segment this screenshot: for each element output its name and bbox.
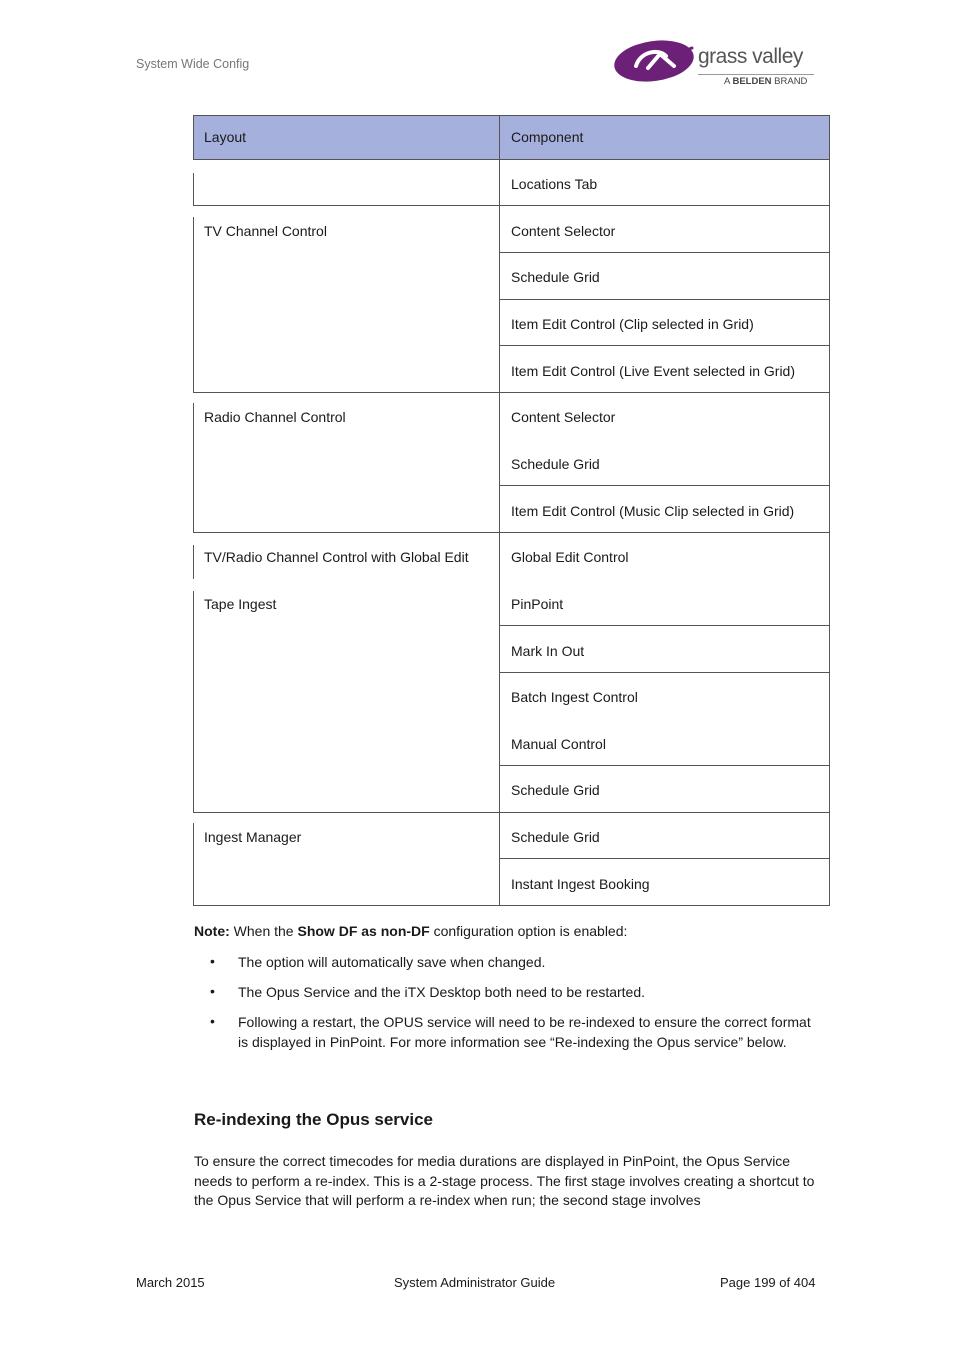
component-cell: Item Edit Control (Clip selected in Grid) <box>511 316 754 332</box>
section-paragraph: To ensure the correct timecodes for media durations are displayed in PinPoint, the Opus Service needs to perform a re-index. This is a 2-stage process. The first stage involves creating a shortcut to the Opus Service that will perform a re-index when run; the second stage involves <box>194 1153 815 1209</box>
row-divider <box>499 299 830 300</box>
row-divider <box>499 672 830 673</box>
row-divider <box>193 812 830 813</box>
footer-title: System Administrator Guide <box>394 1275 556 1290</box>
header-layout: Layout <box>204 129 247 145</box>
layout-component-table <box>193 115 830 906</box>
left-border-seg <box>193 591 194 813</box>
component-cell: Instant Ingest Booking <box>511 876 650 892</box>
component-cell: Schedule Grid <box>511 829 600 845</box>
component-cell: Batch Ingest Control <box>511 689 638 705</box>
row-divider <box>499 765 830 766</box>
header-component: Component <box>511 129 584 145</box>
grass-valley-logo <box>614 36 819 88</box>
left-border-seg <box>193 545 194 579</box>
component-cell: Mark In Out <box>511 643 585 659</box>
layout-cell: Radio Channel Control <box>204 409 346 425</box>
left-border-seg <box>193 115 194 160</box>
row-divider <box>499 858 830 859</box>
table-column-divider <box>499 115 500 906</box>
bullet-item: Following a restart, the OPUS service will need to be re-indexed to ensure the correct format is displayed in PinPoint. For more information see “Re-indexing the Opus service” below. <box>238 1014 811 1050</box>
note-option-name: Show DF as non-DF <box>297 923 430 939</box>
logo-swoosh-icon <box>614 36 698 86</box>
footer-date: March 2015 <box>136 1275 205 1290</box>
component-cell: Schedule Grid <box>511 269 600 285</box>
table-border-bottom <box>193 905 830 906</box>
row-divider <box>499 252 830 253</box>
logo-wordmark: grass valley <box>698 45 803 68</box>
bullet-icon: • <box>210 953 215 969</box>
row-divider <box>193 392 830 393</box>
component-cell: Schedule Grid <box>511 456 600 472</box>
component-cell: Content Selector <box>511 223 616 239</box>
table-border-right <box>829 115 830 906</box>
row-divider <box>193 159 830 160</box>
bullet-icon: • <box>210 1013 215 1029</box>
note-paragraph <box>194 923 627 939</box>
bullet-item: The option will automatically save when changed. <box>238 954 546 970</box>
bullet-icon: • <box>210 983 215 999</box>
table-border-top <box>193 115 830 116</box>
layout-cell: TV Channel Control <box>204 223 327 239</box>
component-cell: PinPoint <box>511 596 564 612</box>
logo-divider <box>698 74 814 75</box>
layout-cell: TV/Radio Channel Control with Global Edit <box>204 549 469 565</box>
layout-cell: Ingest Manager <box>204 829 302 845</box>
component-cell: Manual Control <box>511 736 606 752</box>
note-text-2: configuration option is enabled: <box>429 923 628 939</box>
left-border-seg <box>193 823 194 906</box>
component-cell: Schedule Grid <box>511 782 600 798</box>
component-cell: Global Edit Control <box>511 549 629 565</box>
logo-brand-suffix: BRAND <box>774 76 808 87</box>
row-divider <box>499 625 830 626</box>
section-heading: Re-indexing the Opus service <box>194 1110 434 1129</box>
component-cell: Item Edit Control (Live Event selected in Grid) <box>511 363 796 379</box>
layout-cell: Tape Ingest <box>204 596 277 612</box>
note-text-1: When the <box>229 923 298 939</box>
bullet-item: The Opus Service and the iTX Desktop both need to be restarted. <box>238 984 646 1000</box>
component-cell: Content Selector <box>511 409 616 425</box>
row-divider <box>499 485 830 486</box>
note-label: Note: <box>194 923 230 939</box>
footer-page-number: Page 199 of 404 <box>720 1275 816 1290</box>
logo-brand-prefix: A <box>724 76 730 87</box>
row-divider <box>499 345 830 346</box>
left-border-seg <box>193 403 194 533</box>
row-divider <box>193 205 830 206</box>
row-divider <box>193 532 830 533</box>
left-border-seg <box>193 217 194 393</box>
logo-brand-line <box>724 76 807 87</box>
component-cell: Locations Tab <box>511 176 598 192</box>
running-header: System Wide Config <box>136 57 250 71</box>
component-cell: Item Edit Control (Music Clip selected in Grid) <box>511 503 795 519</box>
left-border-seg <box>193 173 194 205</box>
logo-brand-bold: BELDEN <box>732 76 772 87</box>
